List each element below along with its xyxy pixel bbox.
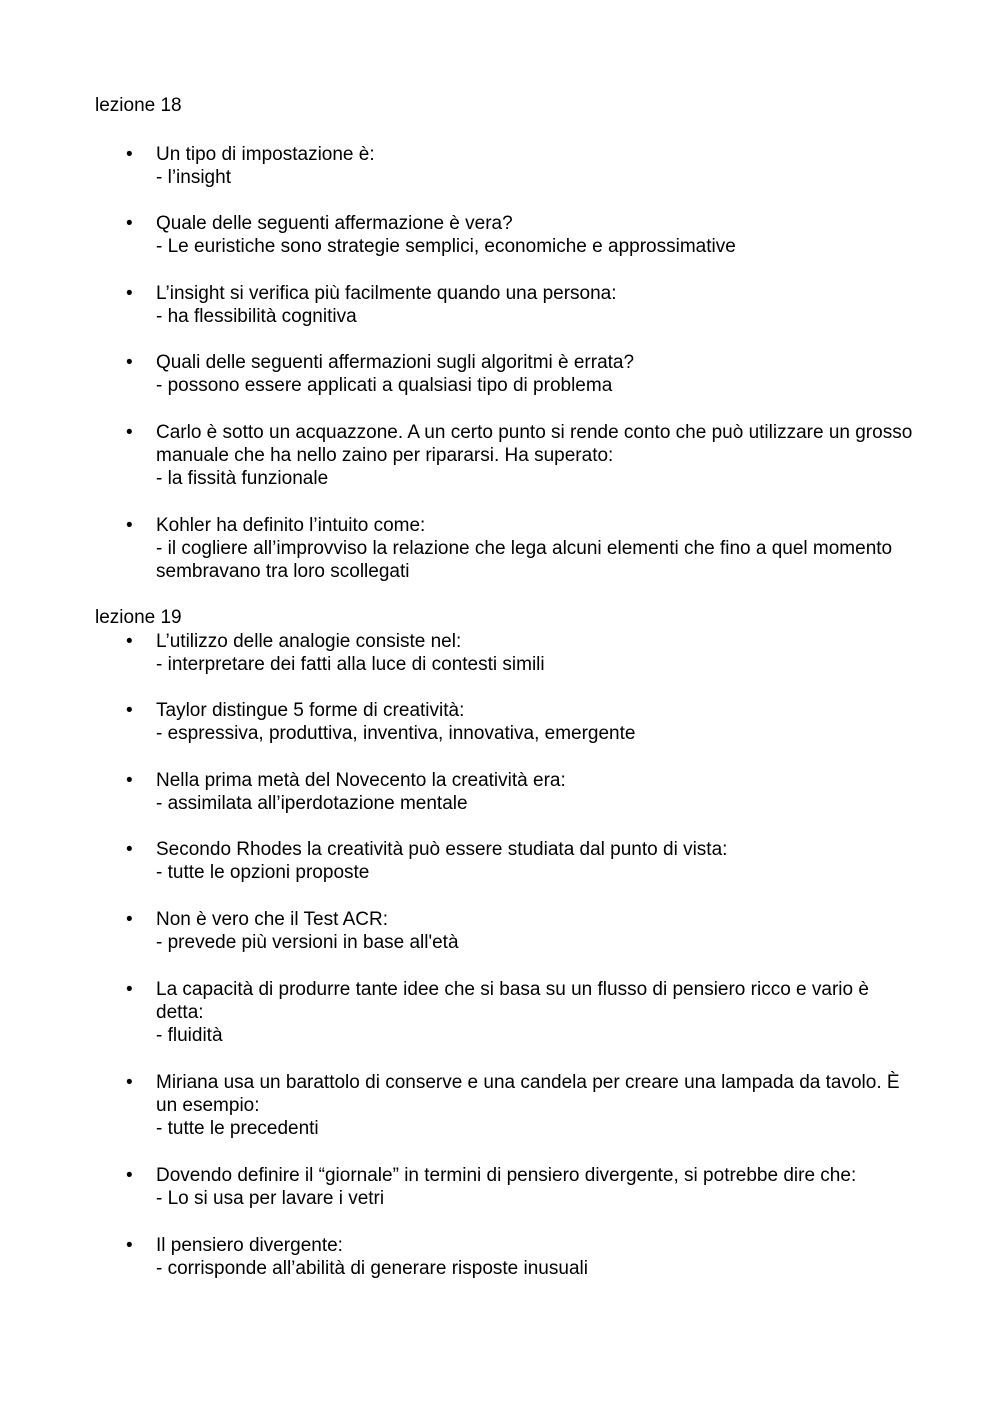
bullet: • [126, 422, 133, 443]
question-text: L’utilizzo delle analogie consiste nel: [156, 631, 462, 652]
list-item [126, 838, 916, 884]
question-text: La capacità di produrre tante idee che si basa su un flusso di pensiero ricco e vario è detta: [156, 979, 869, 1024]
answer-text: - espressiva, produttiva, inventiva, innovativa, emergente [156, 723, 636, 745]
answer-text: - assimilata all’iperdotazione mentale [156, 793, 468, 815]
bullet: • [126, 144, 133, 165]
list-item [126, 908, 916, 954]
question-text: Miriana usa un barattolo di conserve e una candela per creare una lampada da tavolo. È un esempio: [156, 1072, 900, 1117]
question-text: Carlo è sotto un acquazzone. A un certo punto si rende conto che può utilizzare un grosso manuale che ha nello zaino per ripararsi. Ha superato: [156, 422, 913, 467]
list-item [126, 143, 916, 189]
section-heading-lezione-18: lezione 18 [95, 95, 182, 116]
bullet: • [126, 909, 133, 930]
bullet: • [126, 1235, 133, 1256]
question-text: Quali delle seguenti affermazioni sugli algoritmi è errata? [156, 352, 635, 373]
answer-text: - prevede più versioni in base all'età [156, 932, 459, 954]
bullet: • [126, 283, 133, 304]
bullet: • [126, 1072, 133, 1093]
answer-text: - tutte le precedenti [156, 1118, 319, 1140]
list-item [126, 212, 916, 258]
answer-text: - ha flessibilità cognitiva [156, 306, 357, 328]
question-text: Il pensiero divergente: [156, 1235, 343, 1256]
list-item [126, 514, 916, 584]
bullet: • [126, 352, 133, 373]
bullet: • [126, 770, 133, 791]
answer-text: - interpretare dei fatti alla luce di contesti simili [156, 654, 545, 676]
bullet: • [126, 839, 133, 860]
question-text: Non è vero che il Test ACR: [156, 909, 388, 930]
list-item [126, 351, 916, 397]
bullet: • [126, 631, 133, 652]
answer-text: - il cogliere all’improvviso la relazione che lega alcuni elementi che fino a quel momento sembravano tra loro scollegati [156, 538, 893, 583]
answer-text: - tutte le opzioni proposte [156, 862, 370, 884]
list-item [126, 630, 916, 676]
answer-text: - la fissità funzionale [156, 468, 329, 490]
question-text: Nella prima metà del Novecento la creatività era: [156, 770, 566, 791]
question-text: Kohler ha definito l’intuito come: [156, 515, 426, 536]
question-text: Secondo Rhodes la creatività può essere studiata dal punto di vista: [156, 839, 728, 860]
bullet: • [126, 1165, 133, 1186]
answer-text: - possono essere applicati a qualsiasi tipo di problema [156, 375, 613, 397]
bullet: • [126, 979, 133, 1000]
list-item [126, 282, 916, 328]
answer-text: - l’insight [156, 167, 231, 189]
question-text: Quale delle seguenti affermazione è vera? [156, 213, 513, 234]
list-item [126, 699, 916, 745]
question-text: L’insight si verifica più facilmente quando una persona: [156, 283, 617, 304]
list-item [126, 1164, 916, 1210]
answer-text: - Le euristiche sono strategie semplici, economiche e approssimative [156, 236, 736, 258]
list-item [126, 769, 916, 815]
question-text: Un tipo di impostazione è: [156, 144, 375, 165]
bullet: • [126, 700, 133, 721]
list-item [126, 1234, 916, 1280]
bullet: • [126, 213, 133, 234]
question-text: Taylor distingue 5 forme di creatività: [156, 700, 465, 721]
section-heading-lezione-19: lezione 19 [95, 607, 182, 628]
question-text: Dovendo definire il “giornale” in termini di pensiero divergente, si potrebbe dire che: [156, 1165, 857, 1186]
list-item [126, 421, 916, 491]
bullet: • [126, 515, 133, 536]
answer-text: - Lo si usa per lavare i vetri [156, 1188, 385, 1210]
list-item [126, 978, 916, 1048]
answer-text: - fluidità [156, 1025, 223, 1047]
answer-text: - corrisponde all’abilità di generare risposte inusuali [156, 1258, 588, 1280]
list-item [126, 1071, 916, 1141]
